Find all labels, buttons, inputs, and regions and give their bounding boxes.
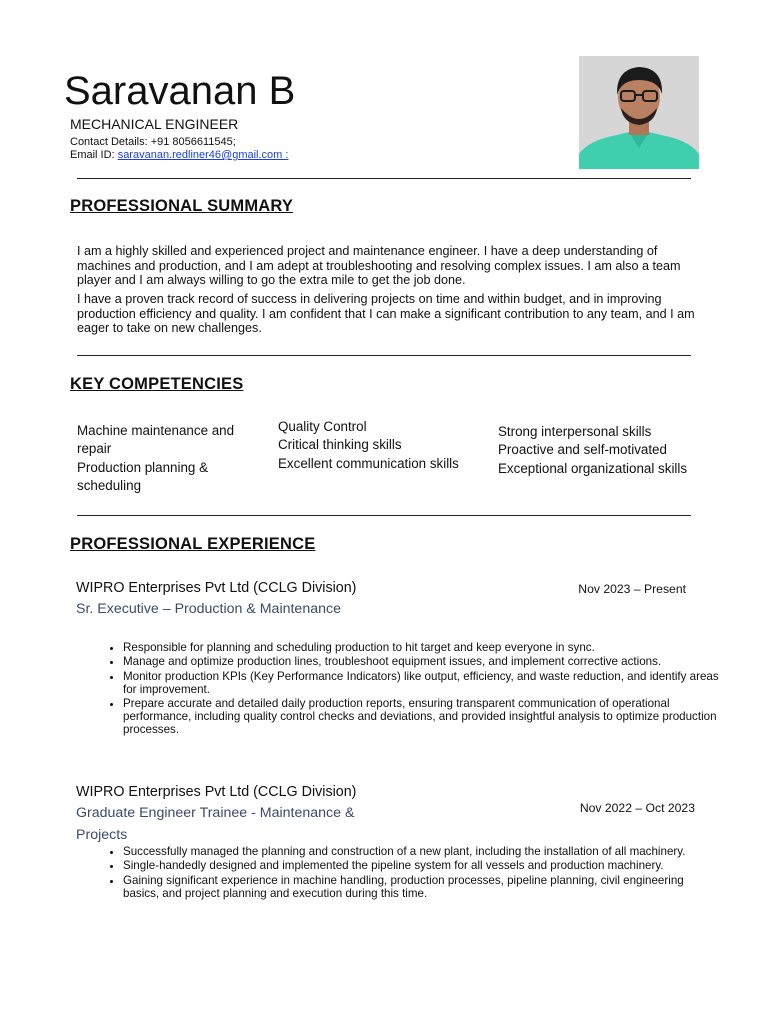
email-link[interactable]: saravanan.redliner46@gmail.com : (117, 149, 289, 161)
list-item: • Responsible for planning and scheduling production to hit target and keep everyone in sync. (123, 641, 723, 654)
competency-item: Exceptional organizational skills (498, 460, 688, 476)
divider (77, 178, 691, 179)
competencies-heading: KEY COMPETENCIES (70, 375, 244, 393)
competency-item: Machine maintenance and repair (77, 423, 235, 457)
candidate-name: Saravanan B (64, 69, 296, 113)
list-item: • Manage and optimize production lines, troubleshoot equipment issues, and implement corrective actions. (123, 655, 723, 668)
summary-paragraph-1: I am a highly skilled and experienced project and maintenance engineer. I have a deep understanding of machines and production, and I am adept at troubleshooting and resolving complex issues. I am also a team player and I am always willing to go the extra mile to get the job done. (77, 244, 681, 288)
email-row (70, 149, 288, 162)
summary-paragraph-2: I have a proven track record of success in delivering projects on time and within budget, and in improving production efficiency and quality. I am confident that I can make a significant contribution to any team, and I am eager to take on new challenges. (77, 292, 695, 336)
profile-photo (579, 56, 699, 169)
job-position: Sr. Executive – Production & Maintenance (76, 601, 341, 617)
job-dates: Nov 2022 – Oct 2023 (579, 801, 695, 815)
list-item: • Gaining significant experience in machine handling, production processes, pipeline planning, civil engineering basics, and project planning and execution during this time. (123, 874, 723, 900)
list-item: • Prepare accurate and detailed daily production reports, ensuring transparent communication of operational performance, including quality control checks and deviations, and provided insightful analysis to optimize production processes. (123, 697, 723, 736)
competency-item: Production planning & scheduling (77, 459, 209, 494)
job-dates: Nov 2023 – Present (578, 582, 686, 596)
competency-item: Quality Control (278, 419, 367, 434)
job-role: MECHANICAL ENGINEER (70, 116, 239, 132)
divider (77, 355, 691, 356)
job-company: WIPRO Enterprises Pvt Ltd (CCLG Division) (76, 784, 357, 800)
job-responsibilities (88, 845, 723, 901)
job-responsibilities (88, 641, 723, 737)
divider (77, 515, 691, 516)
email-label: Email ID: (70, 149, 115, 161)
job-company: WIPRO Enterprises Pvt Ltd (CCLG Division) (76, 580, 357, 596)
competencies-column-2 (278, 418, 468, 473)
competency-item: Proactive and self-motivated (498, 442, 667, 458)
job-position: Graduate Engineer Trainee - Maintenance & Projects (76, 805, 355, 843)
list-item: • Single-handedly designed and implemented the pipeline system for all vessels and production machinery. (123, 859, 723, 872)
competencies-column-1 (77, 422, 262, 496)
competency-item: Critical thinking skills (278, 437, 402, 453)
list-item: • Successfully managed the planning and construction of a new plant, including the installation of all machinery. (123, 845, 723, 858)
experience-heading: PROFESSIONAL EXPERIENCE (70, 535, 316, 553)
competency-item: Strong interpersonal skills (498, 424, 652, 439)
contact-details: Contact Details: +91 8056611545; (70, 136, 236, 148)
competency-item: Excellent communication skills (278, 455, 459, 471)
list-item: • Monitor production KPIs (Key Performance Indicators) like output, efficiency, and waste reduction, and identify areas for improvement. (123, 670, 723, 696)
competencies-column-3 (498, 423, 693, 478)
summary-heading: PROFESSIONAL SUMMARY (70, 197, 294, 215)
